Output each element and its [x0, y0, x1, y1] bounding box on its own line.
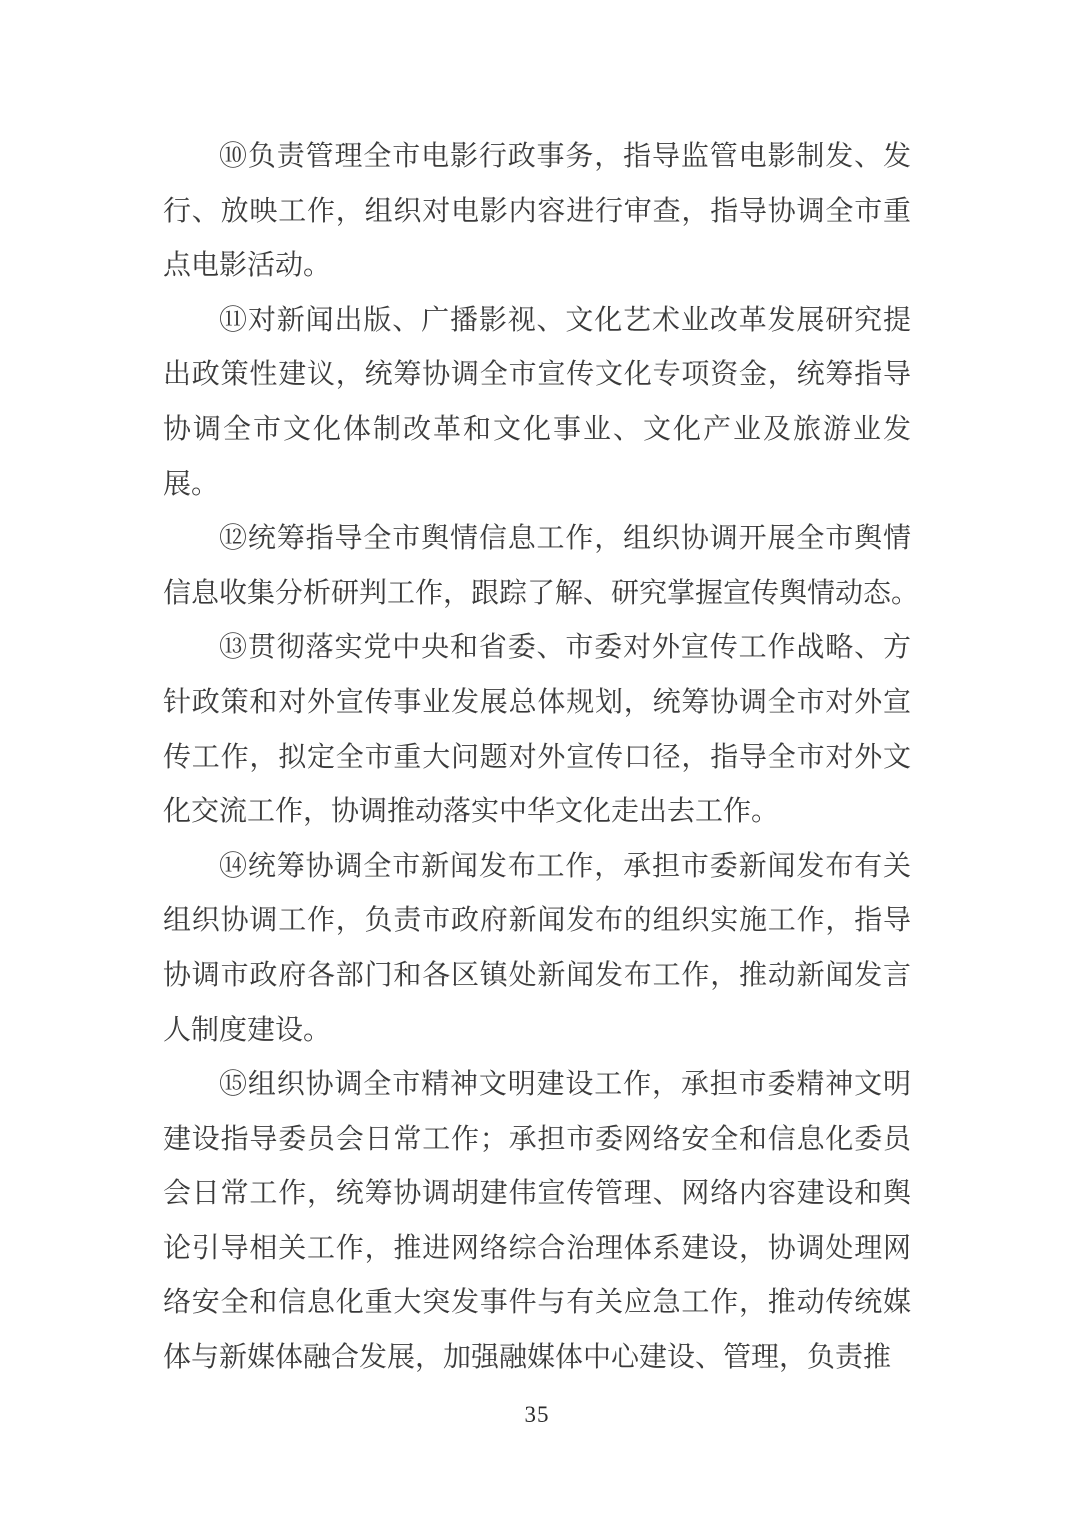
text-line: 论引导相关工作，推进网络综合治理体系建设，协调处理网	[163, 1232, 911, 1264]
text-line: 建设指导委员会日常工作；承担市委网络安全和信息化委员	[163, 1123, 911, 1155]
paragraph-item-13	[163, 621, 911, 839]
document-body	[163, 130, 920, 1386]
text-line: 体与新媒体融合发展，加强融媒体中心建设、管理，负责推	[163, 1342, 892, 1374]
paragraph-item-10	[163, 130, 911, 294]
page-number: 35	[524, 1402, 550, 1427]
paragraph-item-12	[163, 512, 920, 621]
text-line: 针政策和对外宣传事业发展总体规划，统筹协调全市对外宣	[163, 686, 911, 718]
text-line: 化交流工作，协调推动落实中华文化走出去工作。	[163, 796, 780, 828]
text-line: 点电影活动。	[163, 250, 332, 282]
text-line: ⑫统筹指导全市舆情信息工作，组织协调开展全市舆情	[219, 523, 911, 555]
page-footer	[0, 1402, 1074, 1428]
text-line: 络安全和信息化重大突发事件与有关应急工作，推动传统媒	[163, 1287, 911, 1319]
text-line: 出政策性建议，统筹协调全市宣传文化专项资金，统筹指导	[163, 359, 911, 391]
text-line: ⑮组织协调全市精神文明建设工作，承担市委精神文明	[219, 1069, 911, 1101]
text-line: 组织协调工作，负责市政府新闻发布的组织实施工作，指导	[163, 905, 911, 937]
text-line: 传工作，拟定全市重大问题对外宣传口径，指导全市对外文	[163, 741, 911, 773]
paragraph-item-11	[163, 294, 911, 512]
text-line: 会日常工作，统筹协调胡建伟宣传管理、网络内容建设和舆	[163, 1178, 911, 1210]
text-line: 展。	[163, 468, 220, 500]
text-line: 协调市政府各部门和各区镇处新闻发布工作，推动新闻发言	[163, 959, 911, 991]
text-line: 人制度建设。	[163, 1014, 332, 1046]
text-line: 行、放映工作，组织对电影内容进行审查，指导协调全市重	[163, 195, 911, 227]
text-line: 信息收集分析研判工作，跟踪了解、研究掌握宣传舆情动态。	[163, 577, 920, 609]
text-line: ⑪对新闻出版、广播影视、文化艺术业改革发展研究提	[219, 304, 911, 336]
text-line: ⑩负责管理全市电影行政事务，指导监管电影制发、发	[219, 141, 911, 172]
text-line: 协调全市文化体制改革和文化事业、文化产业及旅游业发	[163, 413, 911, 445]
text-line: ⑭统筹协调全市新闻发布工作，承担市委新闻发布有关	[219, 850, 911, 882]
text-line: ⑬贯彻落实党中央和省委、市委对外宣传工作战略、方	[219, 632, 911, 664]
paragraph-item-14	[163, 840, 911, 1058]
paragraph-item-15	[163, 1058, 911, 1386]
